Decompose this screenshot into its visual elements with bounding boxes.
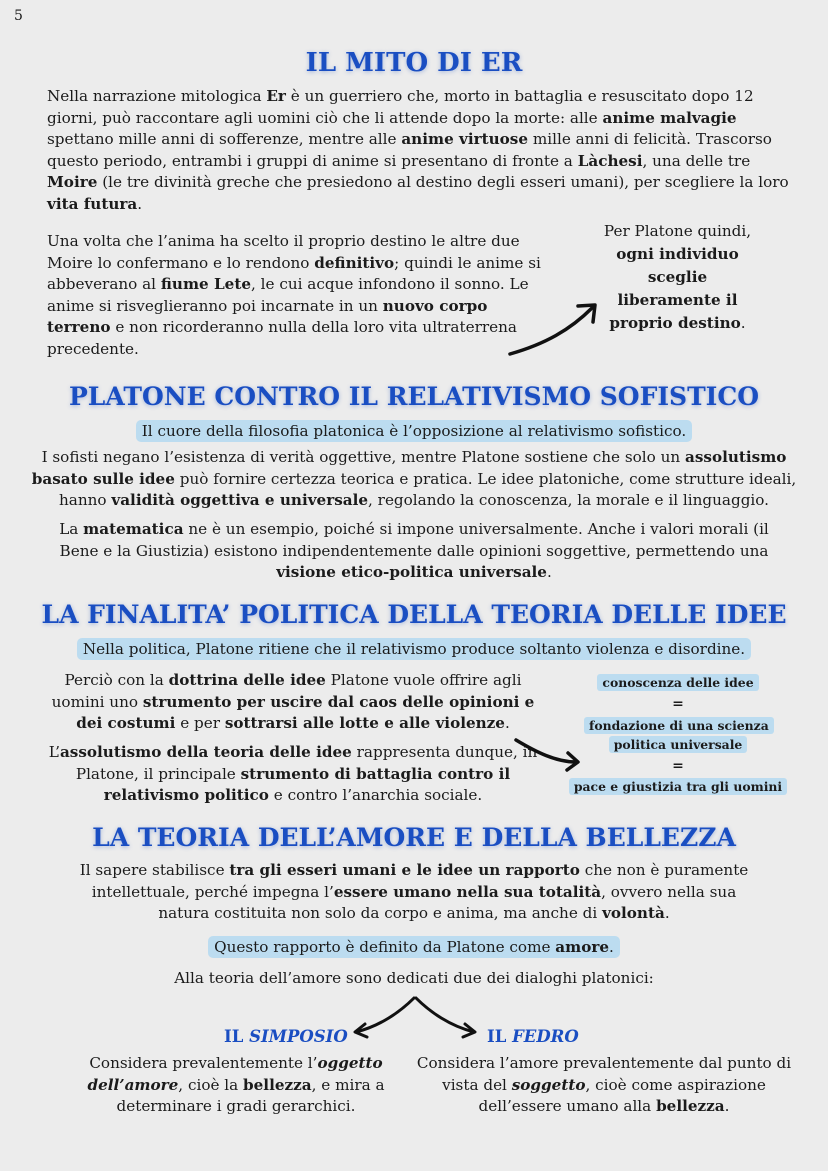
chain-equals: = bbox=[672, 696, 684, 712]
chain-item-conoscenza: conoscenza delle idee bbox=[597, 674, 758, 691]
section-title-relativismo: PLATONE CONTRO IL RELATIVISMO SOFISTICO bbox=[68, 382, 760, 411]
branch-arrows-icon bbox=[340, 992, 490, 1042]
dialogo-simposio-text: Considera prevalentemente l’oggetto dell’amore, cioè la bellezza, e mira a determinare i gradi gerarchici. bbox=[87, 1054, 385, 1115]
finalita-highlight: Nella politica, Platone ritiene che il relativismo produce soltanto violenza e disordine. bbox=[77, 638, 751, 660]
amore-highlight: Questo rapporto è definito da Platone come amore. bbox=[208, 936, 620, 958]
chain-equals: = bbox=[672, 758, 684, 774]
section-title-mito: IL MITO DI ER bbox=[305, 48, 523, 78]
mito-paragraph-2: Una volta che l’anima ha scelto il proprio destino le altre due Moire lo confermano e lo rendono definitivo; quindi le anime si abbeverano al fiume Lete, le cui acque infondono il sonno. Le anime si risveglieranno poi incarnate in un nuovo corpo terreno e non ricorderanno nulla della loro vita ultraterrena precedente. bbox=[47, 232, 541, 358]
dialogo-fedro-text: Considera l’amore prevalentemente dal punto di vista del soggetto, cioè come aspirazione dell’essere umano alla bellezza. bbox=[416, 1054, 792, 1115]
mito-paragraph-1: Nella narrazione mitologica Er è un guerriero che, morto in battaglia e resuscitato dopo 12 giorni, può raccontare agli uomini ciò che li attende dopo la morte: alle anime malvagie spettano mille anni di sofferenze, mentre alle anime virtuose mille anni di felicità. Trascorso questo periodo, entrambi i gruppi di anime si presentano di fronte a Làchesi, una delle tre Moire (le tre divinità greche che presiedono al destino degli esseri umani), per scegliere la loro vita futura. bbox=[47, 87, 789, 213]
finalita-paragraph-2: L’assolutismo della teoria delle idee rappresenta dunque, in Platone, il principale strumento di battaglia contro il relativismo politico e contro l’anarchia sociale. bbox=[48, 743, 538, 804]
curved-arrow-icon bbox=[500, 292, 610, 364]
dialogo-simposio-title: IL SIMPOSIO bbox=[224, 1027, 348, 1046]
page-number: 5 bbox=[14, 8, 23, 24]
finalita-chain bbox=[568, 674, 788, 796]
relativismo-paragraph-2: La matematica ne è un esempio, poiché si impone universalmente. Anche i valori morali (il Bene e la Giustizia) esistono indipendentemente dalle opinioni soggettive, permettendo una visione etico-politica universale. bbox=[59, 520, 769, 581]
relativismo-paragraph-1: I sofisti negano l’esistenza di verità oggettive, mentre Platone sostiene che solo un assolutismo basato sulle idee può fornire certezza teorica e pratica. Le idee platoniche, come strutture ideali, hanno validità oggettiva e universale, regolando la conoscenza, la morale e il linguaggio. bbox=[31, 448, 797, 509]
section-title-finalita: LA FINALITA’ POLITICA DELLA TEORIA DELLE IDEE bbox=[41, 600, 787, 629]
dialogo-fedro-title: IL FEDRO bbox=[487, 1027, 579, 1046]
chain-item-pace: pace e giustizia tra gli uomini bbox=[569, 778, 787, 795]
section-title-amore: LA TEORIA DELL’AMORE E DELLA BELLEZZA bbox=[92, 823, 736, 852]
amore-intro: Alla teoria dell’amore sono dedicati due dei dialoghi platonici: bbox=[174, 969, 654, 987]
finalita-paragraph-1: Perciò con la dottrina delle idee Platone vuole offrire agli uomini uno strumento per uscire dal caos delle opinioni e dei costumi e per sottrarsi alle lotte e alle violenze. bbox=[51, 671, 535, 732]
relativismo-highlight: Il cuore della filosofia platonica è l’opposizione al relativismo sofistico. bbox=[136, 420, 692, 442]
chain-item-fondazione: fondazione di una scienza politica universale bbox=[584, 717, 774, 753]
mito-side-note: Per Platone quindi, ogni individuo sceglie liberamente il proprio destino. bbox=[603, 222, 752, 332]
amore-paragraph-1: Il sapere stabilisce tra gli esseri umani e le idee un rapporto che non è puramente intellettuale, perché impegna l’essere umano nella sua totalità, ovvero nella sua natura costituita non solo da corpo e anima, ma anche di volontà. bbox=[79, 861, 749, 922]
